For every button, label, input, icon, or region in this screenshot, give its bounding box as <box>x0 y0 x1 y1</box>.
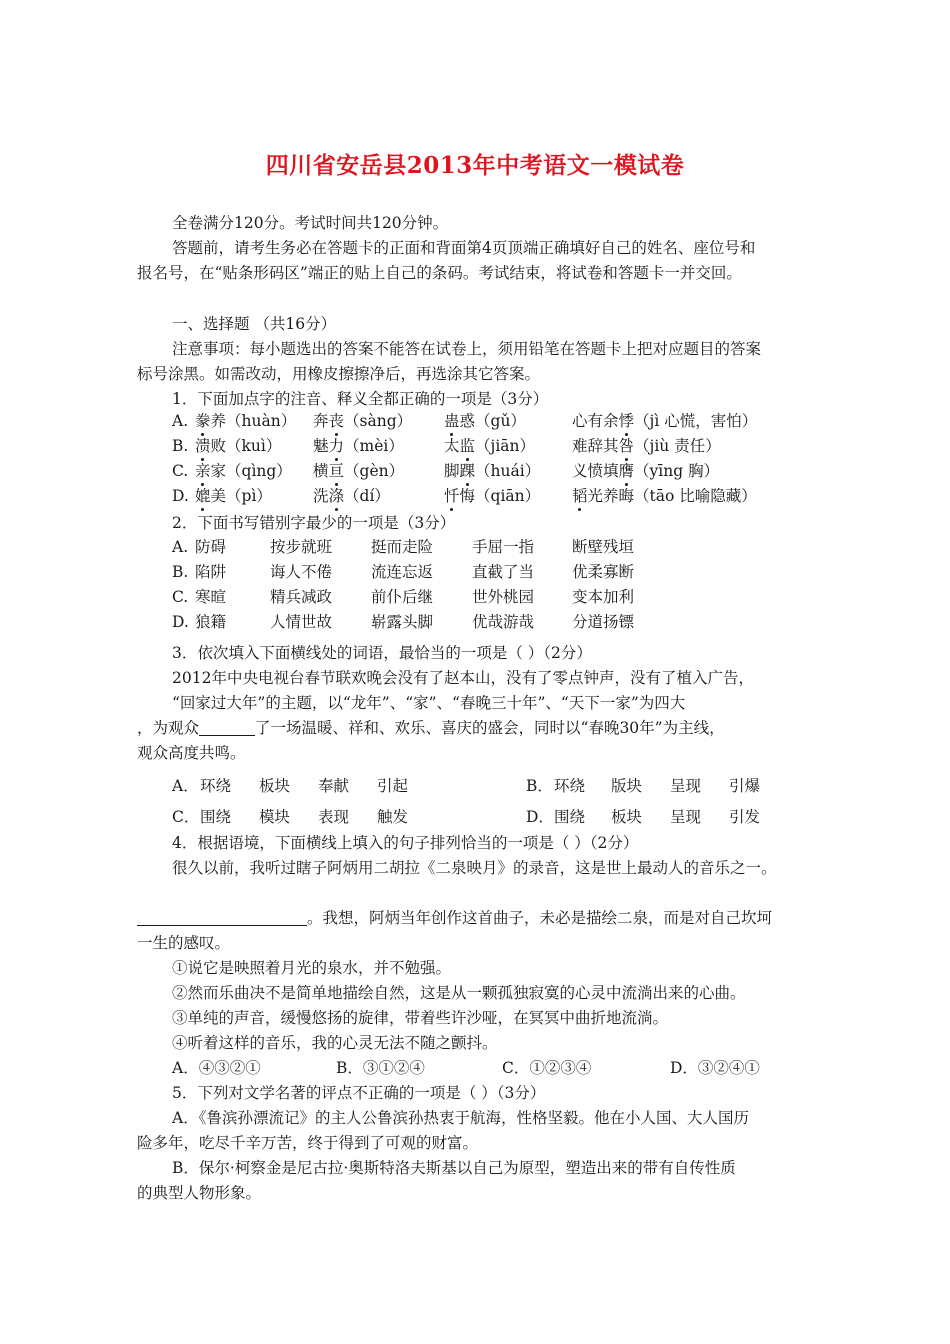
q1-a-term-3: 蛊惑（gǔ） <box>444 412 526 430</box>
q2-b-word-2: 诲人不倦 <box>270 563 333 581</box>
q1-d-term-2: 洗涤（dí） <box>313 487 390 505</box>
q1-stem: 1．下面加点字的注音、释义全都正确的一项是（3分） <box>172 390 549 408</box>
intro-line-2: 答题前，请考生务必在答题卡的正面和背面第4页顶端正确填好自己的姓名、座位号和 <box>172 239 756 257</box>
q3-passage-line-4: 观众高度共鸣。 <box>137 744 246 762</box>
note-line-1: 注意事项：每小题选出的答案不能答在试卷上，须用铅笔在答题卡上把对应题目的答案 <box>172 340 762 358</box>
q1-a-letter: A. <box>172 412 189 430</box>
q3-d-word-2: 板块 <box>611 808 643 826</box>
q3-c-word-3: 表现 <box>318 808 350 826</box>
q1-d-term-1: 媲美（pì） <box>195 487 272 505</box>
q4-sentence-3: ③单纯的声音，缓慢悠扬的旋律，带着些许沙哑，在冥冥中曲折地流淌。 <box>172 1009 669 1027</box>
q2-c-word-1: 寒暄 <box>195 588 227 606</box>
q4-answer-blank <box>137 909 307 926</box>
q1-b-term-1: 溃败（kuì） <box>195 437 282 455</box>
q4-passage-line-2: 。我想，阿炳当年创作这首曲子，未必是描绘二泉，而是对自己坎坷 <box>137 908 772 928</box>
q2-b-word-4: 直截了当 <box>472 563 535 581</box>
q5-stem: 5．下列对文学名著的评点不正确的一项是（ ）（3分） <box>172 1084 546 1102</box>
q1-b-letter: B. <box>172 437 189 455</box>
q3-d-word-4: 引发 <box>729 808 761 826</box>
q3-passage-line-1: 2012年中央电视台春节联欢晚会没有了赵本山，没有了零点钟声，没有了植入广告， <box>172 669 754 687</box>
q1-c-term-2: 横亘（gèn） <box>313 462 405 480</box>
q2-a-word-5: 断壁残垣 <box>572 538 635 556</box>
q4-option-d: D．③②④① <box>670 1059 760 1077</box>
q2-c-letter: C. <box>172 588 189 606</box>
q1-a-term-1: 豢养（huàn） <box>195 412 297 430</box>
q2-b-word-1: 陷阱 <box>195 563 227 581</box>
q2-a-word-2: 按步就班 <box>270 538 333 556</box>
q1-b-term-3: 太监（jiān） <box>444 437 536 455</box>
q2-d-word-1: 狼籍 <box>195 613 227 631</box>
q3-c-word-4: 触发 <box>377 808 409 826</box>
q2-d-word-4: 优哉游哉 <box>472 613 535 631</box>
q2-b-letter: B. <box>172 563 189 581</box>
q4-passage-line-3: 一生的感叹。 <box>137 934 231 952</box>
intro-line-1: 全卷满分120分。考试时间共120分钟。 <box>172 214 449 232</box>
q4-option-a: A．④③②① <box>172 1059 261 1077</box>
q3-a-letter: A． <box>172 777 199 795</box>
q3-stem: 3．依次填入下面横线处的词语，最恰当的一项是（ ）（2分） <box>172 644 592 662</box>
q2-a-word-4: 手屈一指 <box>472 538 535 556</box>
q3-a-word-2: 板块 <box>259 777 291 795</box>
intro-line-3: 报名号，在“贴条形码区”端正的贴上自己的条码。考试结束，将试卷和答题卡一并交回。 <box>137 264 742 282</box>
q3-d-letter: D． <box>526 808 554 826</box>
q3-b-word-3: 呈现 <box>670 777 702 795</box>
q3-c-word-2: 模块 <box>259 808 291 826</box>
q5-option-b-line-2: 的典型人物形象。 <box>137 1184 262 1202</box>
q2-d-word-2: 人情世故 <box>270 613 333 631</box>
q5-option-a-line-1: A．《鲁滨孙漂流记》的主人公鲁滨孙热衷于航海，性格坚毅。他在小人国、大人国历 <box>172 1109 749 1127</box>
q4-sentence-2: ②然而乐曲决不是简单地描绘自然，这是从一颗孤独寂寞的心灵中流淌出来的心曲。 <box>172 984 746 1002</box>
q2-b-word-5: 优柔寡断 <box>572 563 635 581</box>
q3-a-word-1: 环绕 <box>200 777 232 795</box>
q2-c-word-2: 精兵减政 <box>270 588 333 606</box>
q3-b-letter: B． <box>526 777 553 795</box>
q2-d-word-5: 分道扬镖 <box>572 613 635 631</box>
q1-d-term-4: 韬光养晦（tāo 比喻隐藏） <box>572 487 757 505</box>
q5-option-b-line-1: B．保尔·柯察金是尼古拉·奥斯特洛夫斯基以自己为原型，塑造出来的带有自传性质 <box>172 1159 736 1177</box>
q1-a-term-4: 心有余悸（jì 心慌，害怕） <box>572 412 758 430</box>
q4-option-b: B．③①②④ <box>336 1059 425 1077</box>
q3-c-word-1: 围绕 <box>200 808 232 826</box>
section-heading: 一、选择题 （共16分） <box>172 315 337 333</box>
q3-c-letter: C． <box>172 808 200 826</box>
q2-d-word-3: 崭露头脚 <box>371 613 434 631</box>
q2-stem: 2．下面书写错别字最少的一项是（3分） <box>172 514 456 532</box>
q4-passage-line-1: 很久以前，我听过瞎子阿炳用二胡拉《二泉映月》的录音，这是世上最动人的音乐之一。 <box>172 859 777 877</box>
q2-c-word-5: 变本加利 <box>572 588 635 606</box>
q3-d-word-1: 围绕 <box>554 808 586 826</box>
q1-b-term-2: 魅力（mèi） <box>313 437 404 455</box>
q1-c-letter: C. <box>172 462 189 480</box>
q1-b-term-4: 难辞其咎（jiù 责任） <box>572 437 721 455</box>
page-title: 四川省安岳县2013年中考语文一模试卷 <box>265 152 685 179</box>
q5-option-a-line-2: 险多年，吃尽千辛万苦，终于得到了可观的财富。 <box>137 1134 479 1152</box>
q2-b-word-3: 流连忘返 <box>371 563 434 581</box>
q3-a-word-3: 奉献 <box>318 777 350 795</box>
q3-passage-line-2: “回家过大年”的主题，以“龙年”、“家”、“春晚三十年”、“天下一家”为四大 <box>172 694 686 712</box>
q2-a-word-1: 防碍 <box>195 538 227 556</box>
note-line-2: 标号涂黑。如需改动，用橡皮擦擦净后，再选涂其它答案。 <box>137 365 541 383</box>
q3-b-word-4: 引爆 <box>729 777 761 795</box>
q3-answer-blank <box>199 719 255 736</box>
q2-d-letter: D. <box>172 613 189 631</box>
q3-a-word-4: 引起 <box>377 777 409 795</box>
q3-b-word-1: 环绕 <box>554 777 586 795</box>
q4-stem: 4．根据语境，下面横线上填入的句子排列恰当的一项是（ ）（2分） <box>172 834 639 852</box>
q4-option-c: C．①②③④ <box>502 1059 592 1077</box>
q2-a-letter: A. <box>172 538 189 556</box>
q3-passage-line-3: ，为观众 了一场温暖、祥和、欢乐、喜庆的盛会，同时以“春晚30年”为主线， <box>137 719 725 737</box>
q4-sentence-4: ④听着这样的音乐，我的心灵无法不随之颤抖。 <box>172 1034 498 1052</box>
q2-c-word-3: 前仆后继 <box>371 588 434 606</box>
q1-c-term-1: 亲家（qìng） <box>195 462 292 480</box>
q1-d-letter: D. <box>172 487 189 505</box>
q1-c-term-3: 脚踝（huái） <box>444 462 541 480</box>
q2-c-word-4: 世外桃园 <box>472 588 535 606</box>
q1-d-term-3: 忏悔（qiān） <box>444 487 541 505</box>
q3-b-word-2: 版块 <box>611 777 643 795</box>
q1-c-term-4: 义愤填膺（yīng 胸） <box>572 462 720 480</box>
q2-a-word-3: 挺而走险 <box>371 538 434 556</box>
q4-sentence-1: ①说它是映照着月光的泉水，并不勉强。 <box>172 959 452 977</box>
q3-d-word-3: 呈现 <box>670 808 702 826</box>
q1-a-term-2: 奔丧（sàng） <box>313 412 413 430</box>
